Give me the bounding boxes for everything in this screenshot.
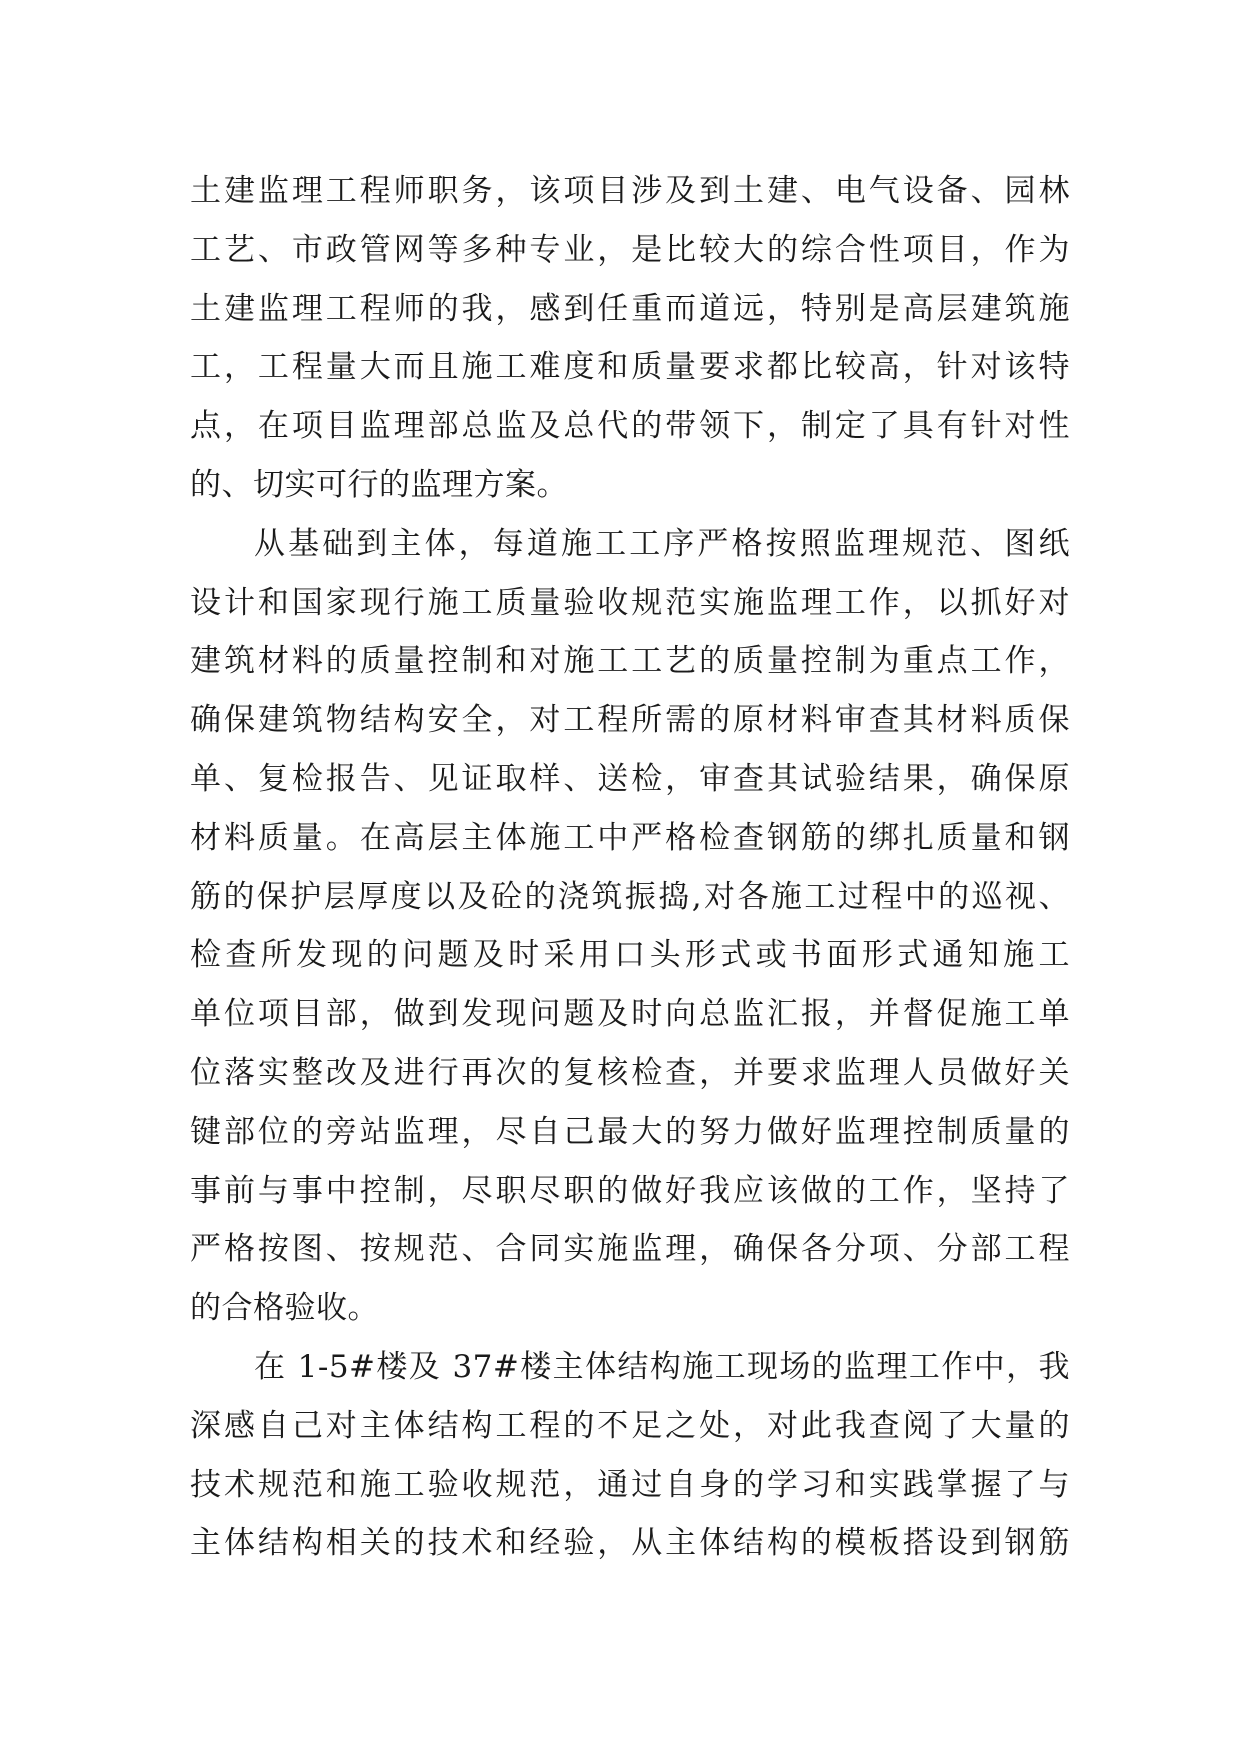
text-line: 位落实整改及进行再次的复核检查，并要求监理人员做好关 [190,1054,1070,1091]
text-line: 在 1-5#楼及 37#楼主体结构施工现场的监理工作中，我 [254,1348,1070,1385]
text-line: 技术规范和施工验收规范，通过自身的学习和实践掌握了与 [190,1466,1070,1503]
text-line: 深感自己对主体结构工程的不足之处，对此我查阅了大量的 [190,1407,1070,1444]
text-line: 事前与事中控制，尽职尽职的做好我应该做的工作，坚持了 [190,1172,1070,1209]
text-line: 确保建筑物结构安全，对工程所需的原材料审查其材料质保 [190,702,1070,739]
text-line: 单位项目部，做到发现问题及时向总监汇报，并督促施工单 [190,996,1070,1033]
text-line: 主体结构相关的技术和经验，从主体结构的模板搭设到钢筋 [190,1525,1070,1562]
paragraph-2 [190,515,1070,1338]
text-line: 从基础到主体，每道施工工序严格按照监理规范、图纸 [254,525,1070,562]
text-line: 设计和国家现行施工质量验收规范实施监理工作，以抓好对 [190,584,1070,621]
text-line: 土建监理工程师的我，感到任重而道远，特别是高层建筑施 [190,290,1070,327]
text-line: 工艺、市政管网等多种专业，是比较大的综合性项目，作为 [190,231,1070,268]
text-line: 单、复检报告、见证取样、送检，审查其试验结果，确保原 [190,760,1070,797]
text-line: 的合格验收。 [190,1290,379,1327]
text-line: 检查所发现的问题及时采用口头形式或书面形式通知施工 [190,937,1070,974]
text-line: 的、切实可行的监理方案。 [190,466,568,503]
text-line: 严格按图、按规范、合同实施监理，确保各分项、分部工程 [190,1231,1070,1268]
paragraph-3 [190,1338,1070,1573]
text-line: 工，工程量大而且施工难度和质量要求都比较高，针对该特 [190,349,1070,386]
paragraph-1 [190,162,1070,515]
body-text [190,162,1070,1573]
text-line: 键部位的旁站监理，尽自己最大的努力做好监理控制质量的 [190,1113,1070,1150]
text-line: 点，在项目监理部总监及总代的带领下，制定了具有针对性 [190,408,1070,445]
text-line: 土建监理工程师职务，该项目涉及到土建、电气设备、园林 [190,173,1070,209]
text-line: 建筑材料的质量控制和对施工工艺的质量控制为重点工作， [190,643,1070,680]
text-line: 材料质量。在高层主体施工中严格检查钢筋的绑扎质量和钢 [190,819,1070,856]
text-line: 筋的保护层厚度以及砼的浇筑振捣,对各施工过程中的巡视、 [190,878,1070,915]
